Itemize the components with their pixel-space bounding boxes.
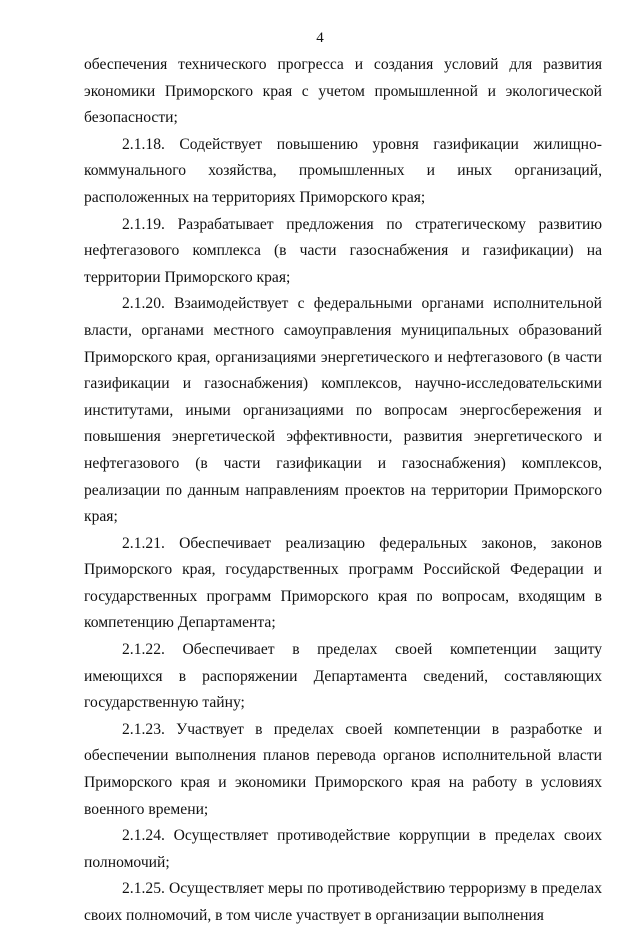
document-body xyxy=(84,52,602,930)
paragraph-2-1-24: 2.1.24. Осуществляет противодействие коррупции в пределах своих полномочий; xyxy=(84,827,602,871)
paragraph-2-1-20: 2.1.20. Взаимодействует с федеральными органами исполнительной власти, органами местного самоуправления муниципальных образований Приморского края, организациями энергетического и нефтегазового (в части газификации и газоснабжения) комплексов, научно-исследовательскими институтами, иными организациями по вопросам энергосбережения и повышения энергетической эффективности, развития энергетического и нефтегазового (в части газификации и газоснабжения) комплексов, реализации по данным направлениям проектов на территории Приморского края; xyxy=(84,295,602,526)
paragraph-2-1-18: 2.1.18. Содействует повышению уровня газификации жилищно-коммунального хозяйства, промышленных и иных организаций, расположенных на территориях Приморского края; xyxy=(84,135,602,206)
paragraph-intro-continuation: обеспечения технического прогресса и создания условий для развития экономики Приморского края с учетом промышленной и экологической безопасности; xyxy=(84,56,602,127)
paragraph-2-1-23: 2.1.23. Участвует в пределах своей компетенции в разработке и обеспечении выполнения планов перевода органов исполнительной власти Приморского края и экономики Приморского края на работу в условиях военного времени; xyxy=(84,720,602,818)
paragraph-2-1-22: 2.1.22. Обеспечивает в пределах своей компетенции защиту имеющихся в распоряжении Департамента сведений, составляющих государственную тайну; xyxy=(84,641,602,712)
paragraph-2-1-25: 2.1.25. Осуществляет меры по противодействию терроризму в пределах своих полномочий, в том числе участвует в организации выполнения xyxy=(84,880,602,924)
paragraph-2-1-21: 2.1.21. Обеспечивает реализацию федеральных законов, законов Приморского края, государственных программ Российской Федерации и государственных программ Приморского края по вопросам, входящим в компетенцию Департамента; xyxy=(84,534,602,632)
page-number: 4 xyxy=(316,30,324,46)
paragraph-2-1-19: 2.1.19. Разрабатывает предложения по стратегическому развитию нефтегазового комплекса (в части газоснабжения и газификации) на территории Приморского края; xyxy=(84,215,602,286)
